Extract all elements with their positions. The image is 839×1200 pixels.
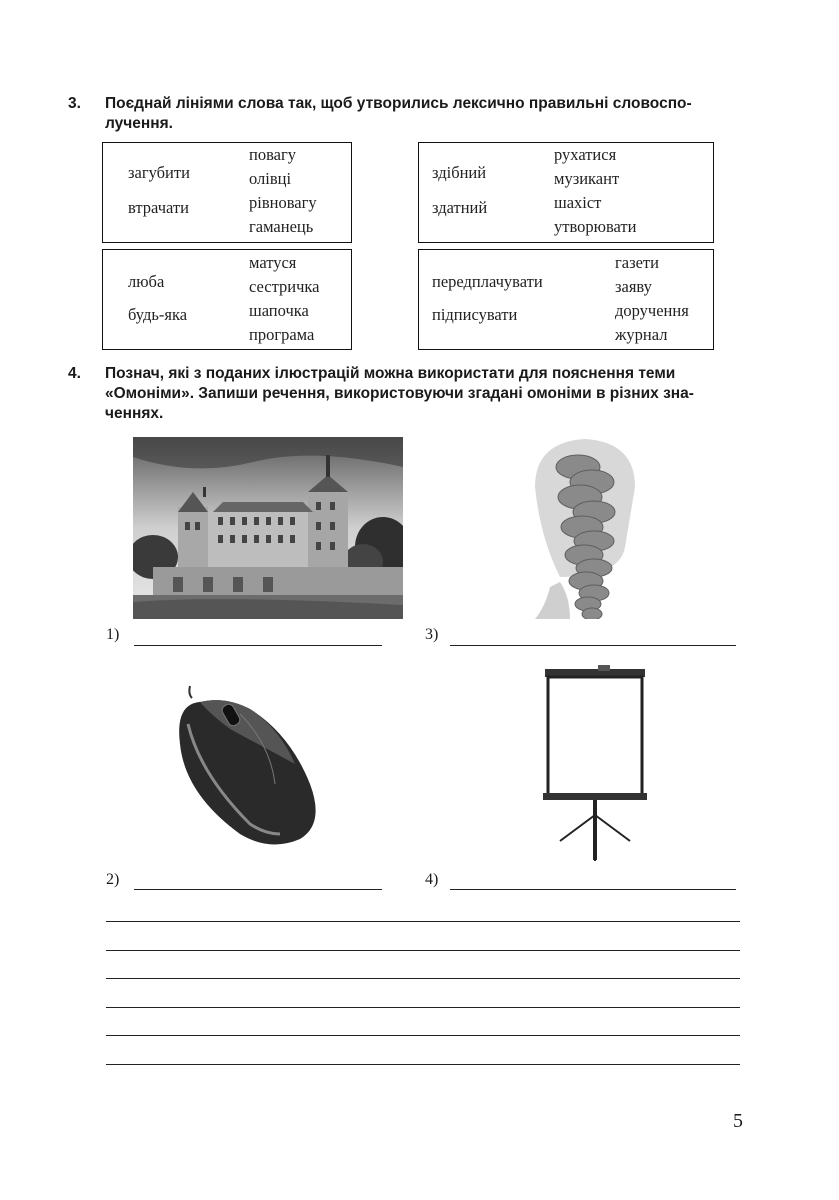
- box-right-word: олівці: [249, 169, 292, 188]
- box-right-word: шахіст: [554, 193, 602, 212]
- box-right-word: музикант: [554, 169, 620, 188]
- task-number: 4.: [68, 365, 81, 382]
- box-right-word: програма: [249, 325, 315, 344]
- box-left-word: люба: [128, 272, 165, 291]
- box-right-word: повагу: [249, 145, 296, 164]
- box-right-word: газети: [615, 253, 659, 272]
- answer-line-3[interactable]: [450, 645, 736, 646]
- box-left-word: загубити: [128, 163, 190, 182]
- box-right-word: сестричка: [249, 277, 320, 296]
- answer-line-4[interactable]: [450, 889, 736, 890]
- image-label-1: 1): [106, 626, 120, 643]
- answer-line-1[interactable]: [134, 645, 382, 646]
- box-left-word: втрачати: [128, 198, 189, 217]
- task-instruction: Поєднай лініями слова так, щоб утворились лексично правильні словоспо- лучення.: [105, 95, 692, 132]
- writing-line[interactable]: [106, 978, 740, 979]
- answer-line-2[interactable]: [134, 889, 382, 890]
- task-instruction: Познач, які з поданих ілюстрацій можна використати для пояснення теми «Омоніми». Запиши речення, використовуючи згадані омоніми в різних зна- ченнях.: [105, 365, 694, 422]
- page-number: 5: [733, 1110, 743, 1132]
- box-right-word: доручення: [615, 301, 689, 320]
- writing-line[interactable]: [106, 1007, 740, 1008]
- box-left-word: здатний: [432, 198, 488, 217]
- task-number: 3.: [68, 95, 81, 112]
- image-label-3: 3): [425, 626, 439, 643]
- writing-line[interactable]: [106, 1064, 740, 1065]
- word-box-3: [102, 249, 352, 350]
- box-left-word: підписувати: [432, 305, 518, 324]
- box-right-word: журнал: [615, 325, 668, 344]
- word-box-4: [418, 249, 714, 350]
- box-left-word: здібний: [432, 163, 487, 182]
- box-right-word: шапочка: [249, 301, 309, 320]
- box-right-word: утворювати: [554, 217, 637, 236]
- box-right-word: гаманець: [249, 217, 314, 236]
- box-right-word: рухатися: [554, 145, 617, 164]
- castle-photo: [133, 437, 403, 619]
- box-right-word: заяву: [615, 277, 652, 296]
- box-right-word: рівновагу: [249, 193, 317, 212]
- box-left-word: будь-яка: [128, 305, 188, 324]
- word-box-1: [102, 142, 352, 243]
- box-right-word: матуся: [249, 253, 297, 272]
- braid-photo: [530, 437, 640, 619]
- writing-line[interactable]: [106, 921, 740, 922]
- image-label-4: 4): [425, 871, 439, 888]
- projector-screen-photo: [540, 665, 650, 861]
- writing-line[interactable]: [106, 950, 740, 951]
- word-box-2: [418, 142, 714, 243]
- writing-line[interactable]: [106, 1035, 740, 1036]
- computer-mouse-photo: [170, 684, 320, 854]
- image-label-2: 2): [106, 871, 120, 888]
- box-left-word: передплачувати: [432, 272, 543, 291]
